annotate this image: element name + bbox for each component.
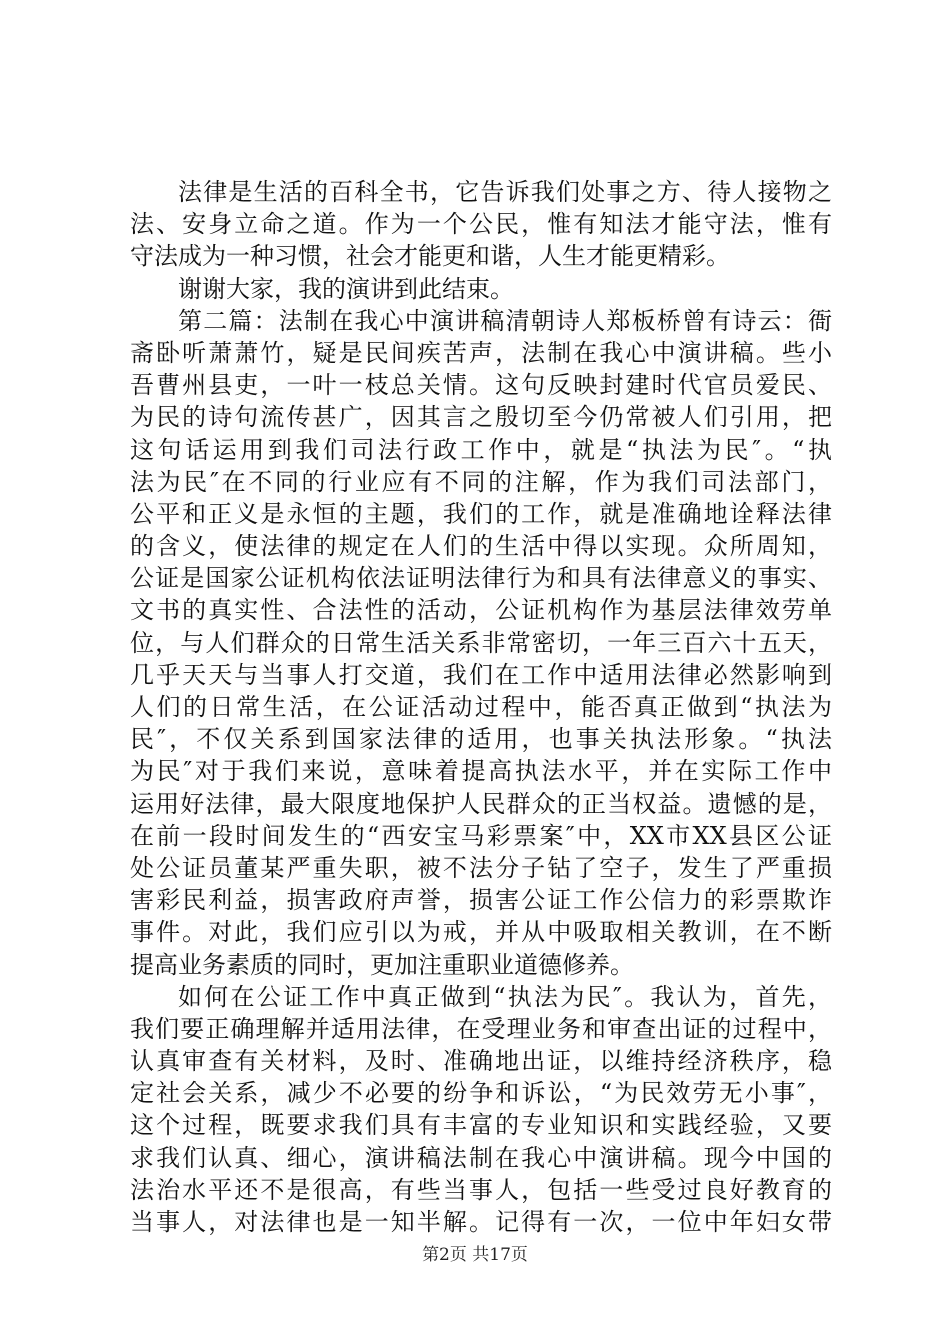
text-line: 法、安身立命之道。作为一个公民，惟有知法才能守法，惟有 — [130, 210, 832, 239]
page-footer — [0, 1244, 950, 1266]
text-line: 法治水平还不是很高，有些当事人，包括一些受过良好教育的 — [130, 1175, 832, 1204]
text-line: 吾曹州县吏，一叶一枝总关情。这句反映封建时代官员爱民、 — [130, 371, 832, 400]
text-line: 公平和正义是永恒的主题，我们的工作，就是准确地诠释法律 — [130, 499, 832, 528]
text-line: 第二篇：法制在我心中演讲稿清朝诗人郑板桥曾有诗云：衙 — [178, 306, 832, 335]
text-line: 守法成为一种习惯，社会才能更和谐，人生才能更精彩。 — [130, 242, 730, 271]
text-line: 在前一段时间发生的“西安宝马彩票案″中，XX市XX县区公证 — [130, 821, 832, 850]
body-text — [130, 176, 832, 1238]
page-number: 第2页 共17页 — [422, 1245, 528, 1265]
text-line: 害彩民利益，损害政府声誉，损害公证工作公信力的彩票欺诈 — [130, 886, 832, 915]
text-line: 处公证员董某严重失职，被不法分子钻了空子，发生了严重损 — [130, 853, 832, 882]
text-line: 认真审查有关材料，及时、准确地出证，以维持经济秩序，稳 — [130, 1047, 832, 1076]
text-line: 的含义，使法律的规定在人们的生活中得以实现。众所周知， — [130, 532, 832, 561]
text-line: 定社会关系，减少不必要的纷争和诉讼，“为民效劳无小事″， — [130, 1079, 832, 1108]
text-line: 人们的日常生活，在公证活动过程中，能否真正做到“执法为 — [130, 693, 832, 721]
text-line: 求我们认真、细心，演讲稿法制在我心中演讲稿。现今中国的 — [130, 1143, 832, 1172]
text-line: 公证是国家公证机构依法证明法律行为和具有法律意义的事实、 — [130, 564, 832, 593]
text-line: 如何在公证工作中真正做到“执法为民″。我认为，首先， — [178, 982, 832, 1011]
text-line: 这个过程，既要求我们具有丰富的专业知识和实践经验，又要 — [130, 1111, 832, 1140]
text-line: 谢谢大家，我的演讲到此结束。 — [178, 274, 514, 303]
text-line: 位，与人们群众的日常生活关系非常密切，一年三百六十五天， — [130, 628, 832, 657]
text-line: 我们要正确理解并适用法律，在受理业务和审查出证的过程中， — [130, 1014, 832, 1043]
text-line: 民″，不仅关系到国家法律的适用，也事关执法形象。“执法 — [130, 725, 832, 754]
text-line: 法律是生活的百科全书，它告诉我们处事之方、待人接物之 — [178, 178, 832, 206]
text-line: 提高业务素质的同时，更加注重职业道德修养。 — [130, 950, 634, 979]
text-line: 事件。对此，我们应引以为戒，并从中吸取相关教训，在不断 — [130, 918, 832, 947]
text-line: 几乎天天与当事人打交道，我们在工作中适用法律必然影响到 — [130, 660, 832, 689]
text-line: 法为民″在不同的行业应有不同的注解，作为我们司法部门， — [130, 467, 832, 496]
text-line: 文书的真实性、合法性的活动，公证机构作为基层法律效劳单 — [130, 596, 832, 625]
text-line: 运用好法律，最大限度地保护人民群众的正当权益。遗憾的是， — [130, 789, 832, 818]
text-line: 为民″对于我们来说，意味着提高执法水平，并在实际工作中 — [130, 757, 832, 786]
text-line: 当事人，对法律也是一知半解。记得有一次，一位中年妇女带 — [130, 1208, 832, 1236]
text-line: 斋卧听萧萧竹，疑是民间疾苦声，法制在我心中演讲稿。些小 — [130, 338, 832, 367]
text-line: 为民的诗句流传甚广，因其言之殷切至今仍常被人们引用，把 — [130, 403, 832, 432]
text-line: 这句话运用到我们司法行政工作中，就是“执法为民″。“执 — [130, 435, 832, 464]
